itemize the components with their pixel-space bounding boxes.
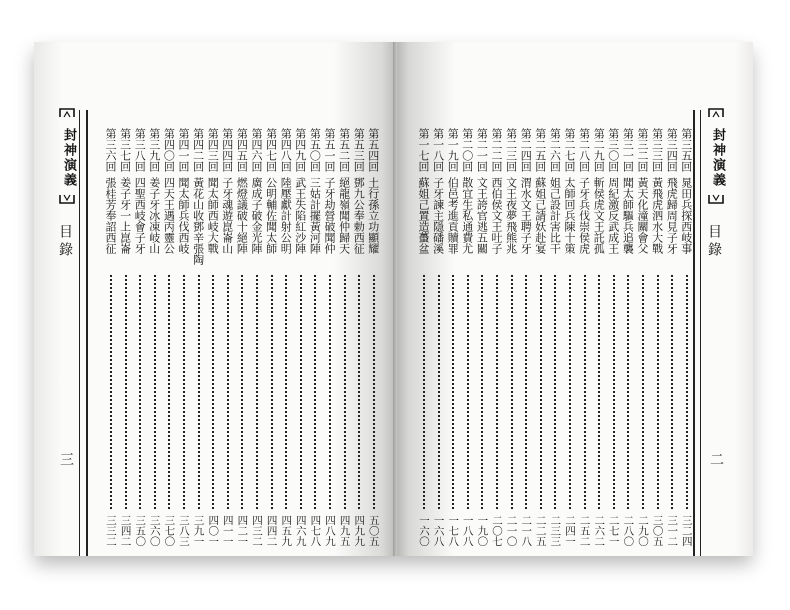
dot-leader (373, 275, 375, 509)
page-number: 三七〇 (163, 515, 176, 547)
toc-entry (308, 128, 321, 552)
dot-leader (467, 275, 469, 509)
chapter-title: 黃天化潼關會父 (636, 177, 649, 254)
chapter-title: 黃花山收鄧辛張陶 (191, 177, 205, 265)
chapter-title: 子牙兵伐崇侯虎 (577, 177, 591, 254)
chapter-number: 第五一回 (323, 128, 336, 172)
page-number: 二六二 (593, 515, 606, 547)
toc-entry (621, 128, 634, 552)
toc-entry (607, 128, 620, 552)
page-number: 四四二 (265, 515, 278, 547)
toc-entry (133, 128, 146, 552)
chapter-number: 第三三回 (650, 128, 664, 172)
chapter-number: 第二九回 (592, 128, 606, 172)
column-rule (693, 110, 695, 556)
toc-entry (265, 128, 278, 552)
dot-leader (511, 275, 513, 509)
chapter-title: 燃燈議破十絕陣 (235, 177, 249, 254)
page-number: 三〇五 (651, 515, 664, 547)
dot-leader (110, 275, 112, 509)
folio-number: 三 (58, 452, 74, 466)
chapter-title: 絕龍嶺聞仲歸天 (337, 177, 351, 254)
toc-entry (279, 128, 292, 552)
toc-entry (534, 128, 547, 552)
dot-leader (183, 275, 185, 509)
chapter-title: 子牙劫營破聞仲 (323, 177, 336, 254)
toc-entry (221, 128, 234, 552)
page-number: 四六九 (294, 515, 307, 547)
chapter-number: 第二四回 (519, 128, 533, 172)
dot-leader (627, 275, 629, 509)
chapter-title: 晁田兵探西岐事 (679, 177, 693, 254)
chapter-title: 四天王遇丙靈公 (162, 177, 176, 254)
chapter-number: 第二〇回 (460, 128, 474, 172)
page-number: 二三三 (549, 515, 562, 547)
dot-leader (285, 275, 287, 509)
toc-entry (446, 128, 459, 552)
dot-leader (125, 275, 127, 509)
page-number: 二五二 (578, 515, 591, 547)
book-title-block (705, 108, 727, 204)
chapter-number: 第二六回 (548, 128, 562, 172)
toc-entry (680, 128, 693, 552)
chapter-title: 散宜生私通費尤 (460, 177, 474, 254)
page-number: 四五九 (280, 515, 293, 547)
chapter-number: 第一七回 (417, 128, 430, 172)
chapter-title: 姜子牙冰凍岐山 (147, 177, 161, 254)
chapter-title: 四聖西岐會子牙 (133, 177, 147, 254)
chapter-title: 土行孫立功顯耀 (366, 177, 380, 254)
chapter-title: 三姑計擺黃河陣 (308, 177, 322, 254)
page-number: 二九〇 (637, 515, 649, 547)
toc-entry (206, 128, 219, 552)
dot-leader (686, 275, 688, 509)
toc-entry (519, 128, 532, 552)
chapter-title: 姜子牙一上崑崙 (118, 177, 132, 254)
page-number: 五〇五 (367, 515, 380, 547)
page-number: 二七一 (607, 515, 620, 547)
chapter-number: 第二五回 (533, 128, 547, 172)
chapter-number: 第四二回 (191, 128, 205, 172)
bracket-ornament-icon (59, 194, 75, 204)
toc-entry (651, 128, 664, 552)
dot-leader (329, 275, 331, 509)
chapter-number: 第三八回 (133, 128, 147, 172)
chapter-number: 第五〇回 (308, 128, 322, 172)
toc-entry (148, 128, 161, 552)
page-number: 一六〇 (418, 515, 430, 547)
dot-leader (198, 275, 200, 509)
page-number: 四九九 (353, 515, 366, 547)
chapter-number: 第二七回 (563, 128, 576, 172)
chapter-title: 武王失陷紅沙陣 (293, 177, 307, 254)
chapter-title: 文王夜夢飛熊兆 (504, 177, 518, 254)
chapter-number: 第三二回 (636, 128, 649, 172)
book-title: 封神演義 (61, 128, 76, 188)
toc-entry (104, 128, 117, 552)
toc-entry (235, 128, 248, 552)
page-number: 一八八 (461, 515, 474, 547)
book-title: 封神演義 (710, 128, 725, 188)
dot-leader (212, 275, 214, 509)
toc-entry (250, 128, 263, 552)
toc-entry (505, 128, 518, 552)
toc-entry (177, 128, 190, 552)
page-number: 二〇七 (491, 515, 503, 547)
toc-entry (119, 128, 132, 552)
chapter-title: 伯邑考進貢贖罪 (446, 177, 460, 254)
page-number: 一七八 (447, 515, 460, 547)
section-heading: 目錄 (706, 224, 722, 260)
chapter-title: 蘇姐己請妖赴宴 (533, 177, 547, 254)
column-rule (700, 110, 701, 556)
page-number: 二一〇 (505, 515, 518, 547)
dot-leader (496, 275, 498, 509)
page-number: 三九一 (192, 515, 205, 547)
dot-leader (241, 275, 243, 509)
toc-entry (636, 128, 649, 552)
dot-leader (569, 275, 571, 509)
page-number: 二八〇 (622, 515, 635, 547)
chapter-number: 第四三回 (206, 128, 220, 172)
dot-leader (300, 275, 302, 509)
dot-leader (554, 275, 556, 509)
dot-leader (154, 275, 156, 509)
toc-entry (417, 128, 430, 552)
chapter-title: 姐己設計害比干 (548, 177, 562, 254)
page-number: 三八三 (178, 515, 190, 547)
toc-entry (665, 128, 678, 552)
dot-leader (657, 275, 659, 509)
toc-entry (352, 128, 365, 552)
page-number: 三一二 (666, 515, 679, 547)
chapter-title: 子牙魂遊崑崙山 (220, 177, 234, 254)
dot-leader (168, 275, 170, 509)
page-number: 一九〇 (476, 515, 489, 547)
chapter-title: 聞太師西岐大戰 (206, 177, 220, 254)
chapter-title: 鄧九公奉勅西征 (352, 177, 366, 254)
dot-leader (271, 275, 273, 509)
toc-entry (592, 128, 605, 552)
page-number: 二一八 (520, 515, 533, 547)
book-gutter (393, 42, 397, 556)
bracket-ornament-icon (708, 108, 724, 118)
toc-entry (294, 128, 307, 552)
page-number: 四三二 (251, 515, 263, 547)
chapter-number: 第三五回 (679, 128, 693, 172)
dot-leader (540, 275, 542, 509)
dot-leader (438, 275, 440, 509)
column-rule (86, 110, 88, 556)
section-heading: 目錄 (57, 224, 73, 260)
chapter-title: 聞太師兵伐西岐 (177, 177, 190, 254)
chapter-title: 西伯侯文王吐子 (490, 177, 503, 254)
toc-entry (490, 128, 503, 552)
chapter-number: 第二一回 (475, 128, 489, 172)
toc-entry (338, 128, 351, 552)
chapter-title: 太師回兵陳十策 (563, 177, 576, 254)
toc-entry (578, 128, 591, 552)
folio-number: 二 (708, 452, 724, 466)
dot-leader (344, 275, 346, 509)
chapter-title: 渭水文王聘子牙 (519, 177, 533, 254)
dot-leader (423, 275, 425, 509)
chapter-number: 第五四回 (366, 128, 380, 172)
chapter-number: 第四七回 (264, 128, 278, 172)
chapter-number: 第二八回 (577, 128, 591, 172)
dot-leader (358, 275, 360, 509)
chapter-number: 第三六回 (104, 128, 117, 172)
book-title-block (56, 108, 78, 204)
page-number: 四八九 (324, 515, 336, 547)
toc-entry (162, 128, 175, 552)
chapter-number: 第二三回 (504, 128, 518, 172)
chapter-number: 第二二回 (490, 128, 503, 172)
toc-entry (432, 128, 445, 552)
dot-leader (584, 275, 586, 509)
page-number: 二二五 (534, 515, 547, 547)
dot-leader (642, 275, 644, 509)
chapter-title: 子牙諫主隱磻溪 (431, 177, 445, 254)
toc-entry (548, 128, 561, 552)
toc-entry (192, 128, 205, 552)
toc-entry (323, 128, 336, 552)
page-number: 四二一 (236, 515, 249, 547)
toc-entry (461, 128, 474, 552)
right-page (395, 42, 753, 556)
page-number: 一六八 (432, 515, 445, 547)
page-number: 三二四 (680, 515, 693, 547)
page-number: 四七八 (309, 515, 322, 547)
chapter-title: 陸壓獻計射公明 (279, 177, 293, 254)
page-number: 四九五 (338, 515, 351, 547)
chapter-title: 黃飛虎泗水大戰 (650, 177, 664, 254)
page-number: 三六〇 (148, 515, 161, 547)
page-number: 三五〇 (134, 515, 147, 547)
column-rule (79, 110, 80, 556)
chapter-title: 飛虎歸周見子牙 (665, 177, 679, 254)
chapter-number: 第四五回 (235, 128, 249, 172)
chapter-title: 張桂芳奉詔西征 (104, 177, 117, 254)
dot-leader (481, 275, 483, 509)
chapter-number: 第五三回 (352, 128, 366, 172)
chapter-number: 第四〇回 (162, 128, 176, 172)
chapter-title: 廣成子破金光陣 (250, 177, 263, 254)
chapter-title: 斬侯虎文王託孤 (592, 177, 606, 254)
left-page (34, 42, 395, 556)
dot-leader (256, 275, 258, 509)
chapter-number: 第四九回 (293, 128, 307, 172)
chapter-number: 第一八回 (431, 128, 445, 172)
dot-leader (314, 275, 316, 509)
dot-leader (671, 275, 673, 509)
chapter-number: 第五二回 (337, 128, 351, 172)
dot-leader (227, 275, 229, 509)
dot-leader (525, 275, 527, 509)
chapter-number: 第三一回 (621, 128, 635, 172)
chapter-number: 第三四回 (665, 128, 679, 172)
chapter-number: 第三九回 (147, 128, 161, 172)
page-number: 四〇一 (207, 515, 220, 547)
page-number: 三三二 (105, 515, 117, 547)
chapter-number: 第四六回 (250, 128, 263, 172)
dot-leader (598, 275, 600, 509)
chapter-title: 周紀激反武成王 (606, 177, 620, 254)
chapter-title: 蘇姐己置造蠆盆 (417, 177, 430, 254)
chapter-number: 第三〇回 (606, 128, 620, 172)
page-number: 三四二 (119, 515, 132, 547)
chapter-title: 公明輔佐聞太師 (264, 177, 278, 254)
bracket-ornament-icon (708, 194, 724, 204)
chapter-title: 文王誇官逃五關 (475, 177, 489, 254)
chapter-number: 第四四回 (220, 128, 234, 172)
chapter-number: 第三七回 (118, 128, 132, 172)
toc-entry (563, 128, 576, 552)
toc-entry (367, 128, 380, 552)
dot-leader (452, 275, 454, 509)
bracket-ornament-icon (59, 108, 75, 118)
chapter-number: 第四一回 (177, 128, 190, 172)
page-number: 四一一 (221, 515, 234, 547)
toc-entry (475, 128, 488, 552)
chapter-title: 聞太師驅兵追襲 (621, 177, 635, 254)
page-number: 二四一 (564, 515, 576, 547)
dot-leader (613, 275, 615, 509)
chapter-number: 第四八回 (279, 128, 293, 172)
chapter-number: 第一九回 (446, 128, 460, 172)
dot-leader (139, 275, 141, 509)
